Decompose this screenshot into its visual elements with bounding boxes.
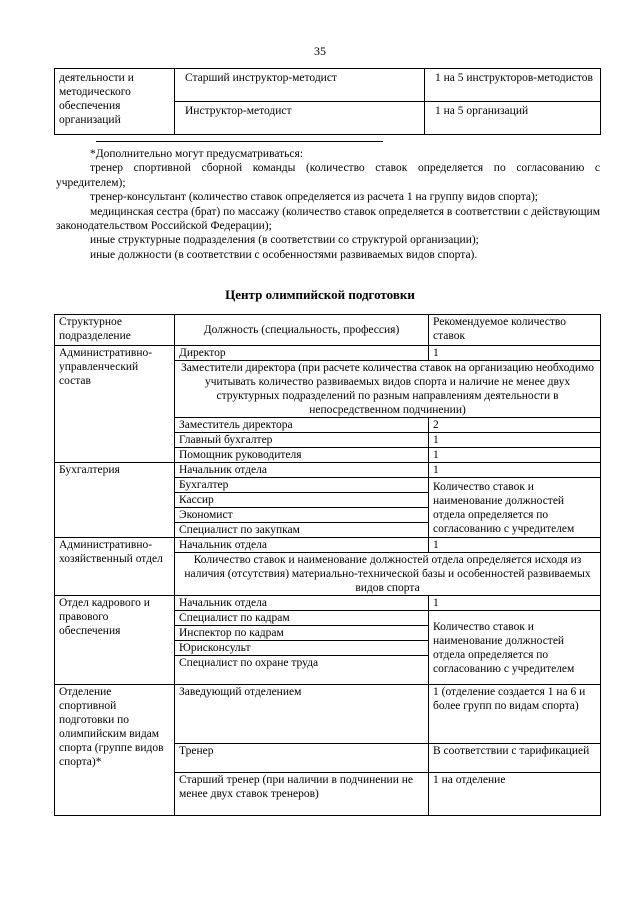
position-cell: Начальник отдела [175, 463, 429, 478]
section-title: Центр олимпийской подготовки [225, 287, 415, 302]
position-cell: Кассир [175, 493, 429, 508]
unit-cell: Административно-управленческий состав [55, 346, 175, 463]
count-cell: 1 на 5 организаций [425, 102, 601, 135]
position-cell: Начальник отдела [175, 538, 429, 553]
staffing-table [54, 314, 601, 816]
position-cell: Юрисконсульт [175, 641, 429, 656]
count-cell: Количество ставок и наименование должностей отдела определяется по согласованию с учредителем [429, 611, 601, 685]
position-cell: Инспектор по кадрам [175, 626, 429, 641]
position-cell: Тренер [175, 744, 429, 773]
header-position: Должность (специальность, профессия) [175, 315, 429, 346]
table-header-row [55, 315, 601, 346]
position-cell: Старший инструктор-методист [175, 69, 425, 102]
count-cell: 1 [429, 448, 601, 463]
table-row [55, 463, 601, 478]
footnote-line: *Дополнительно могут предусматриваться: [90, 148, 304, 160]
footnote-line: тренер спортивной сборной команды (количество ставок определяется по согласованию с учредителем); [56, 162, 600, 189]
unit-cell: Отдел кадрового и правового обеспечения [55, 596, 175, 685]
position-cell: Директор [175, 346, 429, 361]
count-cell: 1 [429, 346, 601, 361]
footnote-line: иные структурные подразделения (в соответствии со структурой организации); [90, 234, 479, 247]
position-cell: Заместитель директора [175, 418, 429, 433]
top-table [54, 68, 601, 135]
position-cell: Старший тренер (при наличии в подчинении не менее двух ставок тренеров) [175, 773, 429, 816]
position-cell: Заведующий отделением [175, 685, 429, 744]
position-cell: Специалист по кадрам [175, 611, 429, 626]
table-row [55, 538, 601, 553]
footnote-divider [96, 141, 383, 142]
position-cell: Инструктор-методист [175, 102, 425, 135]
position-cell: Бухгалтер [175, 478, 429, 493]
table-row [55, 685, 601, 744]
count-cell: Количество ставок и наименование должностей отдела определяется по согласованию с учредителем [429, 478, 601, 538]
count-cell: 1 на 5 инструкторов-методистов [425, 69, 601, 102]
position-cell: Начальник отдела [175, 596, 429, 611]
count-cell: 1 (отделение создается 1 на 6 и более групп по видам спорта) [429, 685, 601, 744]
unit-cell: Административно-хозяйственный отдел [55, 538, 175, 596]
table-row [55, 69, 601, 102]
count-cell: В соответствии с тарификацией [429, 744, 601, 773]
position-cell: Экономист [175, 508, 429, 523]
position-cell: Помощник руководителя [175, 448, 429, 463]
group-label: деятельности и методического обеспечения организаций [55, 69, 175, 135]
footnote-line: медицинская сестра (брат) по массажу (количество ставок определяется в соответствии с действующим законодательством Российской Федерации); [56, 205, 600, 233]
header-count: Рекомендуемое количество ставок [429, 315, 601, 346]
page-number: 35 [314, 44, 326, 58]
footnote-line: иные должности (в соответствии с особенностями развиваемых видов спорта). [90, 248, 478, 261]
count-cell: 1 [429, 463, 601, 478]
household-note: Количество ставок и наименование должностей отдела определяется исходя из наличия (отсутствия) материально-технической базы и особенностей развиваемых видов спорта [175, 553, 601, 596]
deputies-note: Заместители директора (при расчете количества ставок на организацию необходимо учитывать количество развиваемых видов спорта и наличие не менее двух структурных подразделений по разным направлениям деятельности в непосредственном подчинении) [175, 361, 601, 418]
unit-cell: Отделение спортивной подготовки по олимпийским видам спорта (группе видов спорта)* [55, 685, 175, 816]
footnotes [56, 147, 600, 262]
position-cell: Главный бухгалтер [175, 433, 429, 448]
count-cell: 1 [429, 596, 601, 611]
count-cell: 2 [429, 418, 601, 433]
unit-cell: Бухгалтерия [55, 463, 175, 538]
table-row [55, 346, 601, 361]
footnote-line: тренер-консультант (количество ставок определяется из расчета 1 на группу видов спорта); [90, 191, 538, 204]
count-cell: 1 [429, 538, 601, 553]
position-cell: Специалист по охране труда [175, 656, 429, 685]
count-cell: 1 [429, 433, 601, 448]
header-unit: Структурное подразделение [55, 315, 175, 346]
table-row [55, 596, 601, 611]
count-cell: 1 на отделение [429, 773, 601, 816]
position-cell: Специалист по закупкам [175, 523, 429, 538]
